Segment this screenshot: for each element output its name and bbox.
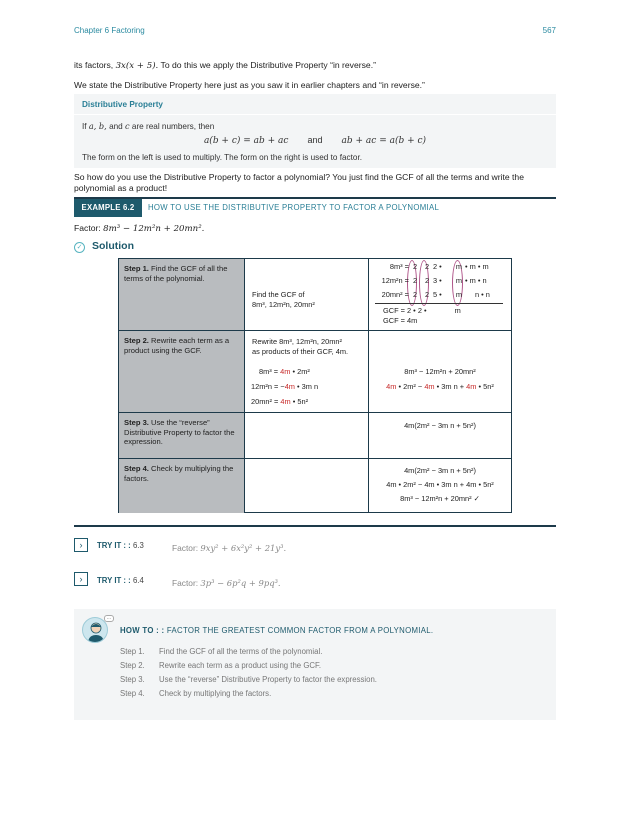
how-to-step-text: Check by multiplying the factors.	[159, 689, 272, 698]
step-label-cell	[119, 331, 245, 412]
rewrite-text: • 5n²	[476, 382, 494, 391]
try-it-problem	[172, 578, 281, 588]
step-label: Step 4.	[124, 464, 149, 473]
step-row-2	[119, 331, 511, 413]
factor-prime: 2 •	[433, 262, 442, 271]
speech-bubble-icon: ...	[104, 615, 114, 622]
factor-two: 2	[424, 290, 430, 299]
expand-chevron-icon[interactable]: ›	[74, 538, 88, 552]
condition-text: are real numbers, then	[131, 122, 215, 131]
chapter-title: Chapter 6 Factoring	[74, 26, 145, 35]
step-label-cell	[119, 259, 245, 330]
factor-lhs: 20mn² =	[381, 290, 409, 299]
page-number: 567	[542, 26, 556, 35]
gcf-rule	[375, 303, 503, 304]
condition-text: If	[82, 122, 87, 131]
equation-right: ab + ac = a(b + c)	[341, 136, 427, 146]
step-mid-text: as products of their GCF, 4m.	[252, 347, 349, 356]
running-header	[74, 26, 556, 40]
section-divider	[74, 525, 556, 527]
box-divider	[74, 114, 556, 115]
gcf-line-1	[383, 306, 461, 316]
factor-tail: n • n	[475, 290, 490, 299]
condition-text: and	[109, 122, 123, 131]
step-middle-cell	[245, 413, 369, 458]
solution-title: Solution	[92, 240, 134, 252]
step-mid-text: Rewrite 8m³, 12m²n, 20mn²	[252, 337, 342, 346]
example-tag: EXAMPLE 6.2	[74, 199, 142, 217]
gcf-m: m	[454, 306, 461, 315]
intro-line-2: We state the Distributive Property here just as you saw it in earlier chapters and “in reverse.”	[74, 80, 425, 90]
rewrite-text: • 3m n +	[434, 382, 467, 391]
factor-label: Factor:	[74, 223, 101, 233]
rewrite-text: • 3m n	[294, 382, 319, 391]
how-to-step-label: Step 2.	[120, 661, 145, 670]
how-to-step-label: Step 3.	[120, 675, 145, 684]
factor-lhs: 12m²n =	[381, 276, 409, 285]
gcf-highlight: 4m	[280, 367, 291, 376]
how-to-step-text: Rewrite each term as a product using the GCF.	[159, 661, 322, 670]
intro-line-1	[74, 60, 556, 72]
try-it-prompt: Factor:	[172, 543, 199, 553]
gcf-highlight: 4m	[424, 382, 435, 391]
step-middle-cell	[245, 331, 369, 412]
condition-var: c	[125, 121, 130, 131]
step-label-cell	[119, 413, 245, 458]
step-text: Use the “reverse” Distributive Property to factor the expression.	[124, 418, 235, 447]
box-note: The form on the left is used to multiply. The form on the right is used to factor.	[82, 153, 363, 162]
factor-lhs: 8m³ =	[389, 262, 409, 271]
how-to-box	[74, 609, 556, 720]
step-row-4	[119, 459, 511, 513]
step-row-1	[119, 259, 511, 331]
factor-prime: 5 •	[433, 290, 442, 299]
gcf-highlight: 4m	[284, 382, 295, 391]
rewrite-text: • 2m²	[290, 367, 310, 376]
factor-tail: • m • n	[465, 276, 487, 285]
rewrite-text: 12m²n = −	[251, 382, 285, 391]
factor-prime: 3 •	[433, 276, 442, 285]
gcf-highlight: 4m	[386, 382, 397, 391]
intro-text: To do this we apply the Distributive Property “in reverse.”	[160, 60, 376, 70]
factor-m: m	[455, 262, 463, 271]
factored-expression: 4m(2m² − 3m n + 5n²)	[404, 421, 476, 430]
box-equation	[74, 135, 556, 146]
rewrite-line-3	[251, 397, 308, 407]
try-it-problem	[172, 543, 286, 553]
try-it-text: TRY IT : :	[97, 541, 131, 550]
gcf-highlight: 4m	[466, 382, 477, 391]
example-header	[74, 197, 556, 217]
factor-expression: 8m³ − 12m²n + 20mn².	[103, 224, 205, 234]
rewrite-line-2	[251, 382, 318, 392]
step-work-cell	[369, 331, 511, 412]
try-it-text: TRY IT : :	[97, 576, 131, 585]
example-title: HOW TO USE THE DISTRIBUTIVE PROPERTY TO FACTOR A POLYNOMIAL	[148, 203, 440, 212]
step-label: Step 2.	[124, 336, 149, 345]
step-text: Rewrite each term as a product using the GCF.	[124, 336, 230, 355]
check-circle-icon: ✓	[74, 242, 85, 253]
step-label: Step 1.	[124, 264, 149, 273]
factor-two: 2	[424, 262, 430, 271]
factor-row-2	[375, 276, 487, 286]
step-label: Step 3.	[124, 418, 149, 427]
how-to-step	[120, 675, 377, 684]
equation-and: and	[307, 135, 323, 145]
how-to-heading: FACTOR THE GREATEST COMMON FACTOR FROM A POLYNOMIAL.	[166, 626, 434, 635]
gcf-text: GCF = 2 • 2 •	[383, 306, 427, 315]
try-it-expression: 3p³ − 6p²q + 9pq³.	[200, 578, 281, 588]
step-work-cell	[369, 413, 511, 458]
factor-two: 2	[412, 262, 418, 271]
steps-table	[118, 258, 512, 513]
how-to-step-label: Step 4.	[120, 689, 145, 698]
rewrite-text: • 2m² −	[396, 382, 425, 391]
rewrite-text: 8m³ =	[259, 367, 281, 376]
how-to-step	[120, 661, 321, 670]
how-to-step	[120, 689, 271, 698]
check-line-3: 8m³ − 12m²n + 20mn² ✓	[400, 494, 480, 503]
step-text: Check by multiplying the factors.	[124, 464, 234, 483]
polynomial-line: 8m³ − 12m²n + 20mn²	[404, 367, 476, 376]
box-condition	[82, 121, 214, 131]
factor-two: 2	[424, 276, 430, 285]
question-paragraph: So how do you use the Distributive Property to factor a polynomial? You just find the GCF of all the terms and write the polynomial as a product!	[74, 172, 524, 193]
step-middle-cell	[245, 259, 369, 330]
step-row-3	[119, 413, 511, 459]
step-work-cell	[369, 259, 511, 330]
try-it-number: 6.3	[132, 541, 144, 550]
factor-tail: • m • m	[465, 262, 489, 271]
factor-problem	[74, 223, 556, 235]
step-mid-text: Find the GCF of	[252, 290, 305, 299]
box-title: Distributive Property	[82, 100, 163, 109]
try-it-expression: 9xy² + 6x²y² + 21y³.	[200, 543, 287, 553]
expand-chevron-icon[interactable]: ›	[74, 572, 88, 586]
rewrite-text: • 5n²	[290, 397, 309, 406]
how-to-step-text: Use the “reverse” Distributive Property to factor the expression.	[159, 675, 377, 684]
how-to-step	[120, 647, 322, 656]
try-it-number: 6.4	[132, 576, 144, 585]
intro-text: its factors,	[74, 60, 114, 70]
step-text: Find the GCF of all the terms of the polynomial.	[124, 264, 228, 283]
rewrite-line-1	[259, 367, 310, 377]
step-work-cell	[369, 459, 511, 513]
how-to-title	[120, 626, 433, 635]
rewrite-text: 20mn² =	[251, 397, 281, 406]
factor-m: m	[455, 276, 463, 285]
try-it-label	[97, 541, 144, 550]
try-it-prompt: Factor:	[172, 578, 199, 588]
rewritten-polynomial	[369, 382, 511, 392]
factor-m: m	[455, 290, 463, 299]
condition-vars: a, b,	[88, 121, 107, 131]
step-mid-text: 8m³, 12m²n, 20mn²	[252, 300, 315, 309]
factor-row-3	[375, 290, 490, 300]
factor-two: 2	[412, 276, 418, 285]
gcf-line-2: GCF = 4m	[383, 316, 418, 325]
intro-math: 3x(x + 5).	[115, 61, 159, 71]
step-middle-cell	[245, 459, 369, 513]
how-to-step-text: Find the GCF of all the terms of the polynomial.	[159, 647, 323, 656]
factor-row-1	[383, 262, 489, 272]
try-it-label	[97, 576, 144, 585]
distributive-property-box	[74, 94, 556, 168]
equation-left: a(b + c) = ab + ac	[203, 136, 289, 146]
check-line-1: 4m(2m² − 3m n + 5n²)	[404, 466, 476, 475]
check-line-2: 4m • 2m² − 4m • 3m n + 4m • 5n²	[386, 480, 494, 489]
how-to-step-label: Step 1.	[120, 647, 145, 656]
step-label-cell	[119, 459, 245, 513]
gcf-highlight: 4m	[280, 397, 291, 406]
factor-two: 2	[412, 290, 418, 299]
how-to-label: HOW TO : :	[120, 626, 165, 635]
